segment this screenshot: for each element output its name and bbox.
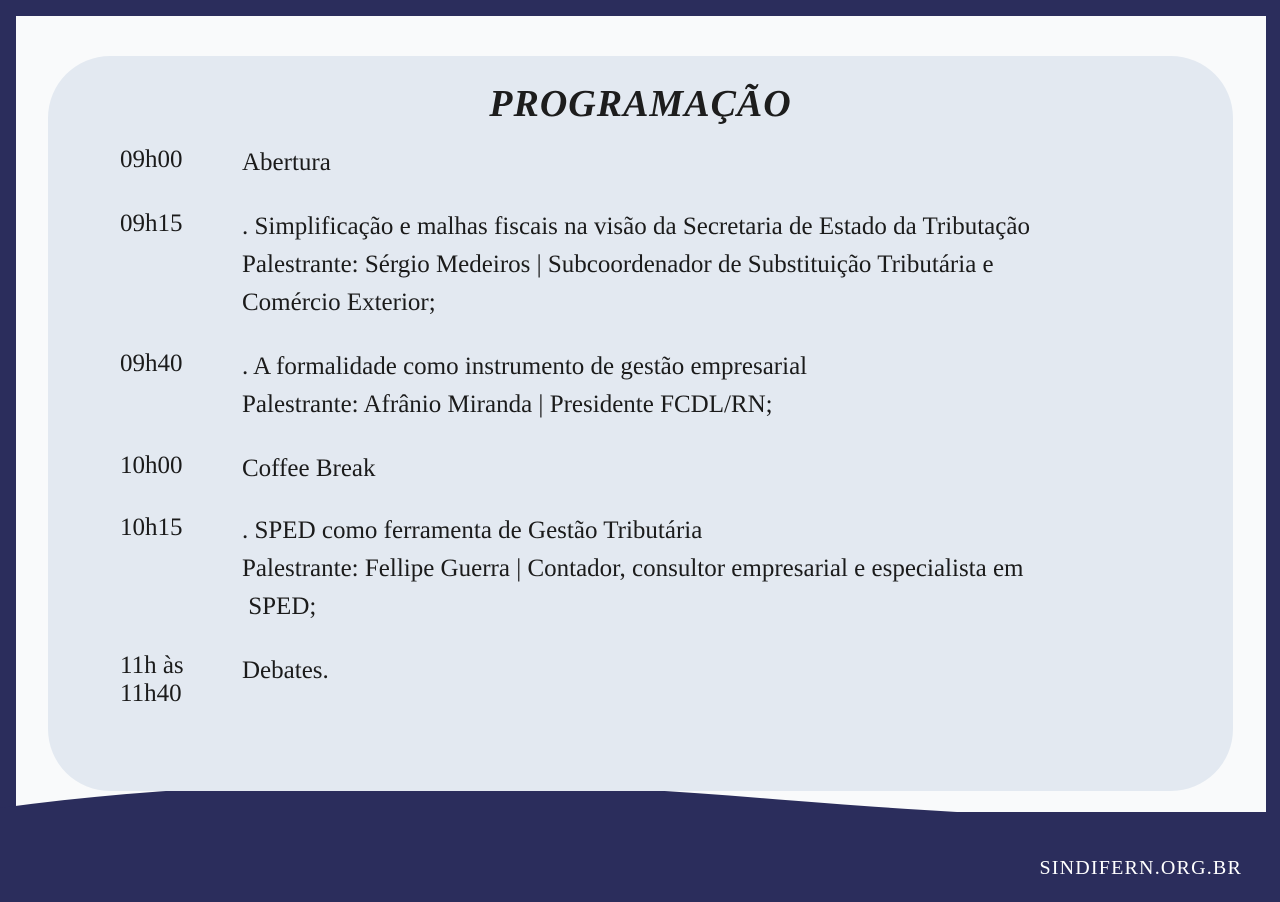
schedule-line: Palestrante: Afrânio Miranda | Presidente FCDL/RN;	[242, 391, 773, 418]
programacao-card	[48, 56, 1233, 791]
right-frame-bar	[1266, 0, 1280, 902]
schedule-line: . Simplificação e malhas fiscais na visão da Secretaria de Estado da Tributação	[242, 213, 1030, 240]
schedule-time: 09h40	[120, 350, 183, 377]
schedule-row	[82, 144, 1201, 182]
schedule-time: 10h15	[120, 514, 183, 541]
schedule-row	[82, 652, 1201, 708]
schedule-line: Debates.	[242, 657, 329, 684]
top-frame-bar	[0, 0, 1280, 16]
schedule-description	[242, 348, 1201, 424]
schedule-description	[242, 512, 1201, 626]
schedule-row	[82, 512, 1201, 626]
schedule-line: . A formalidade como instrumento de gestão empresarial	[242, 353, 808, 380]
schedule-description	[242, 450, 1201, 488]
schedule-row	[82, 450, 1201, 488]
schedule-list	[48, 144, 1233, 708]
schedule-time: 10h00	[120, 452, 183, 479]
page-title: PROGRAMAÇÃO	[489, 83, 792, 125]
left-frame-bar	[0, 0, 16, 902]
schedule-row	[82, 208, 1201, 322]
schedule-line: . SPED como ferramenta de Gestão Tributária	[242, 517, 703, 544]
schedule-description	[242, 652, 1201, 690]
schedule-time: 09h00	[120, 146, 183, 173]
schedule-line: SPED;	[242, 593, 317, 620]
schedule-line: Palestrante: Fellipe Guerra | Contador, consultor empresarial e especialista em	[242, 555, 1024, 582]
schedule-line: Coffee Break	[242, 455, 376, 482]
footer-website: SINDIFERN.ORG.BR	[1039, 857, 1242, 879]
schedule-line: Palestrante: Sérgio Medeiros | Subcoordenador de Substituição Tributária e	[242, 251, 994, 278]
schedule-time: 11h às 11h40	[120, 652, 184, 707]
schedule-time: 09h15	[120, 210, 183, 237]
schedule-row	[82, 348, 1201, 424]
schedule-line: Comércio Exterior;	[242, 289, 436, 316]
schedule-description	[242, 208, 1201, 322]
schedule-line: Abertura	[242, 149, 331, 176]
schedule-description	[242, 144, 1201, 182]
